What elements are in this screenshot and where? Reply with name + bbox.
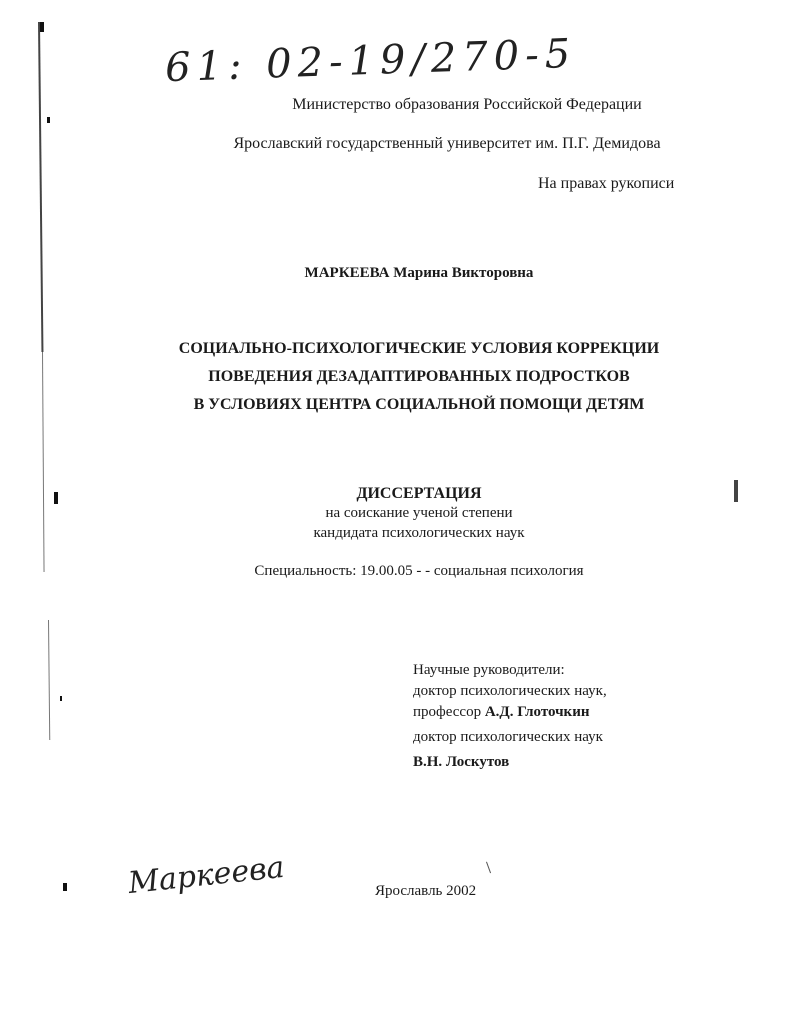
scan-speck xyxy=(47,117,50,123)
degree-line-1: на соискание ученой степени xyxy=(325,505,513,521)
specialty: Специальность: 19.00.05 - - социальная психология xyxy=(254,563,584,579)
degree-line-2: кандидата психологических наук xyxy=(313,525,525,541)
scan-speck xyxy=(63,883,67,891)
supervisors-block xyxy=(413,660,607,773)
scan-speck xyxy=(60,696,62,701)
dissertation-title-line-1: СОЦИАЛЬНО-ПСИХОЛОГИЧЕСКИЕ УСЛОВИЯ КОРРЕКЦИИ xyxy=(178,340,660,357)
supervisor-1-degree: доктор психологических наук, xyxy=(413,683,607,699)
place-and-year: Ярославль 2002 xyxy=(375,883,477,899)
supervisor-2-name: В.Н. Лоскутов xyxy=(413,754,510,770)
dissertation-title-line-3: В УСЛОВИЯХ ЦЕНТРА СОЦИАЛЬНОЙ ПОМОЩИ ДЕТЯМ xyxy=(193,396,645,413)
author-name: МАРКЕЕВА Марина Викторовна xyxy=(304,265,534,281)
dissertation-title-line-2: ПОВЕДЕНИЯ ДЕЗАДАПТИРОВАННЫХ ПОДРОСТКОВ xyxy=(208,368,630,385)
manuscript-rights-note: На правах рукописи xyxy=(538,175,675,192)
work-type: ДИССЕРТАЦИЯ xyxy=(356,485,482,502)
supervisor-1-name: А.Д. Глоточкин xyxy=(484,704,590,720)
supervisor-1-title: профессор xyxy=(413,704,485,720)
supervisor-2-degree: доктор психологических наук xyxy=(413,729,603,745)
scan-edge-line xyxy=(48,620,50,740)
supervisors-heading: Научные руководители: xyxy=(413,662,565,678)
university-name: Ярославский государственный университет им. П.Г. Демидова xyxy=(233,135,661,152)
shelf-mark: 61: 02-19/270-5 xyxy=(164,30,577,92)
scan-speck xyxy=(486,862,491,874)
supervisor-1-line xyxy=(413,702,607,723)
scan-edge-line xyxy=(40,22,44,32)
ministry-name: Министерство образования Российской Федерации xyxy=(292,96,642,113)
author-signature: Маркеева xyxy=(126,849,286,902)
scan-edge-line xyxy=(38,22,43,352)
